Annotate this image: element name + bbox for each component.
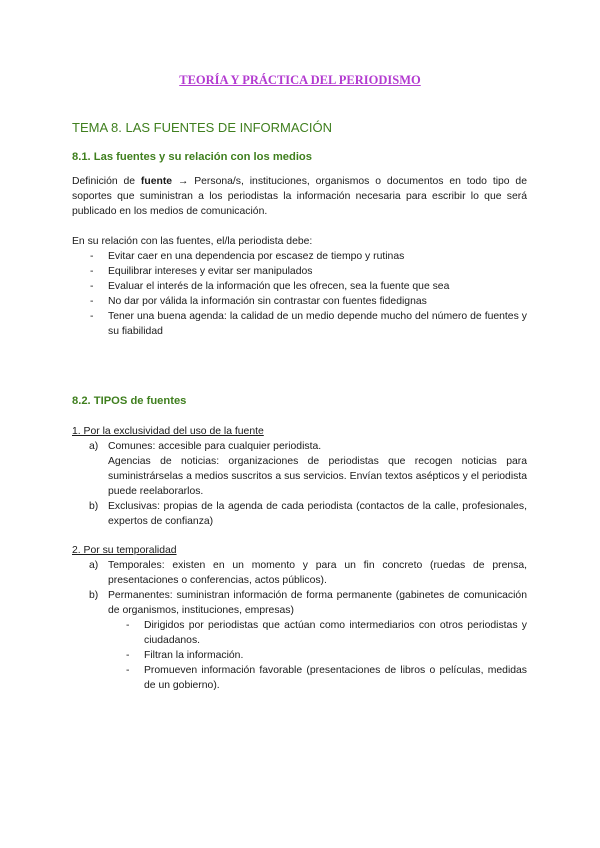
- document-title: TEORÍA Y PRÁCTICA DEL PERIODISMO: [179, 73, 421, 87]
- list-item: [72, 499, 527, 529]
- duties-list: [72, 249, 527, 339]
- exclusivas-text: Exclusivas: propias de la agenda de cada periodista (contactos de la calle, profesionales, expertos de confianza): [108, 501, 527, 527]
- group-1-title: 1. Por la exclusividad del uso de la fuente: [72, 426, 264, 437]
- dash-marker: -: [90, 266, 94, 277]
- list-item: - Filtran la información.: [126, 650, 244, 661]
- dash-marker: -: [126, 665, 130, 676]
- definition-text: Persona/s, instituciones, organismos o documentos en todo tipo de soportes que suministran a los periodistas la información necesaria para escribir lo que será publicado en los medios de comunicación.: [72, 176, 527, 217]
- group-1-list: [72, 439, 527, 529]
- definition-prefix: Definición de: [72, 176, 141, 187]
- item-letter: b): [89, 590, 99, 601]
- dash-marker: -: [90, 296, 94, 307]
- definition-paragraph: [72, 174, 527, 219]
- list-item: [72, 558, 527, 588]
- list-item: - No dar por válida la información sin contrastar con fuentes fidedignas: [90, 296, 427, 307]
- item-letter: b): [89, 501, 99, 512]
- item-letter: a): [89, 441, 99, 452]
- dash-marker: -: [90, 251, 94, 262]
- dash-marker: -: [90, 311, 94, 322]
- group-2-list: [72, 558, 527, 693]
- temporales-text: Temporales: existen en un momento y para un fin concreto (ruedas de prensa, presentaciones o conferencias, actos públicos).: [108, 560, 527, 586]
- section-1-heading: 8.1. Las fuentes y su relación con los medios: [72, 151, 312, 163]
- relation-intro: En su relación con las fuentes, el/la periodista debe:: [72, 236, 313, 247]
- dash-marker: -: [90, 281, 94, 292]
- list-item: [72, 439, 527, 499]
- list-item: - Evaluar el interés de la información que les ofrecen, sea la fuente que sea: [90, 281, 450, 292]
- permanentes-text: Permanentes: suministran información de forma permanente (gabinetes de comunicación de organismos, instituciones, empresas): [108, 590, 527, 616]
- list-item: - Evitar caer en una dependencia por escasez de tiempo y rutinas: [90, 251, 405, 262]
- list-item: - Promueven información favorable (presentaciones de libros o películas, medidas de un gobierno).: [126, 665, 527, 691]
- arrow-symbol: →: [177, 176, 189, 187]
- group-2-title: 2. Por su temporalidad: [72, 545, 177, 556]
- list-item: - Equilibrar intereses y evitar ser manipulados: [90, 266, 313, 277]
- tema-title: TEMA 8. LAS FUENTES DE INFORMACIÓN: [72, 120, 333, 135]
- permanentes-sublist: [108, 618, 527, 693]
- dash-marker: -: [126, 650, 130, 661]
- dash-marker: -: [126, 620, 130, 631]
- list-item: - Tener una buena agenda: la calidad de un medio depende mucho del número de fuentes y su fiabilidad: [90, 311, 527, 337]
- list-item: - Dirigidos por periodistas que actúan como intermediarios con otros periodistas y ciudadanos.: [126, 620, 527, 646]
- item-letter: a): [89, 560, 99, 571]
- agencias-text: Agencias de noticias: organizaciones de periodistas que recogen noticias para suministrárselas a medios suscritos a sus servicios. Envían textos asépticos y el periodista puede reelaborarlos.: [108, 456, 527, 497]
- section-2-heading: 8.2. TIPOS de fuentes: [72, 395, 187, 407]
- definition-term: fuente: [140, 176, 173, 187]
- comunes-text: Comunes: accesible para cualquier periodista.: [108, 441, 322, 452]
- list-item: [72, 588, 527, 693]
